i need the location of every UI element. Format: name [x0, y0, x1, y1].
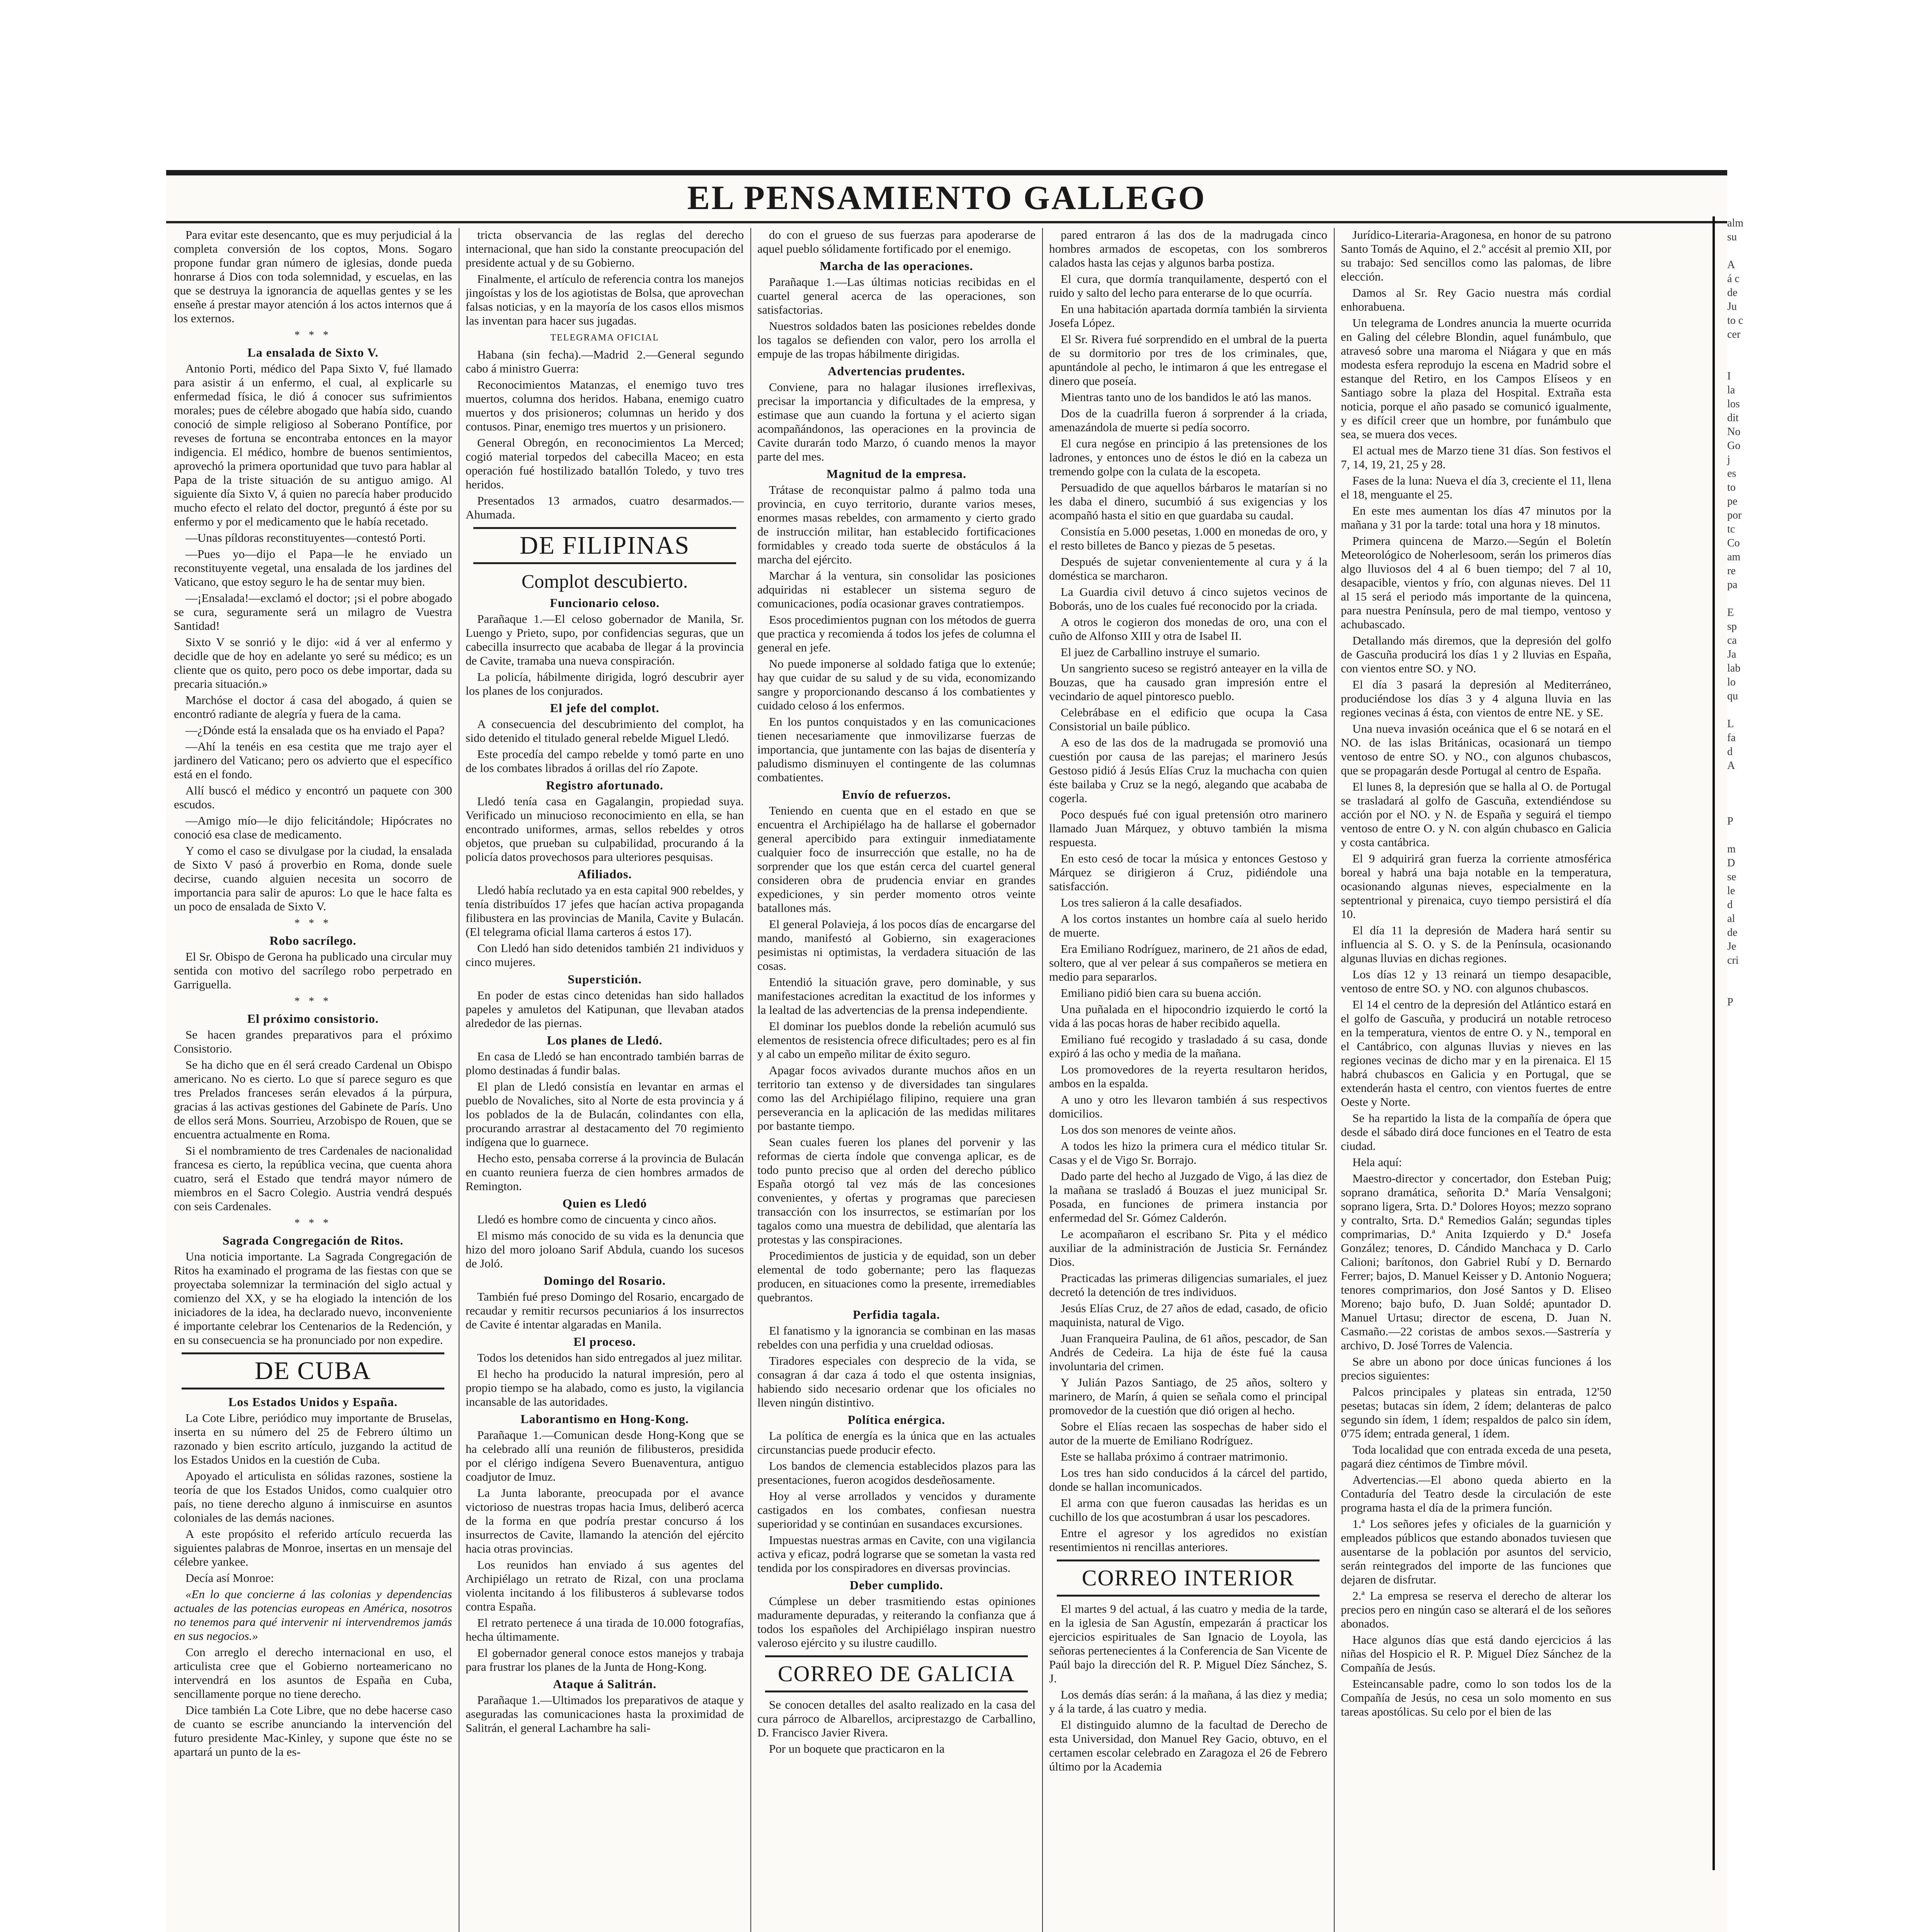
paragraph: En poder de estas cinco detenidas han sido hallados papeles y amuletos del Katipunan, que llevaban atados alrededor de las piernas. [466, 988, 744, 1030]
paragraph: Apoyado el articulista en sólidas razones, sostiene la teoría de que los Estados Unidos, como cualquier otro país, no tiene derecho alguno á inmiscuirse en asuntos coloniales de las demás naciones. [174, 1469, 452, 1524]
paragraph: El Sr. Rivera fué sorprendido en el umbral de la puerta de su dormitorio por tres de los criminales, que, apuntándole al pecho, le intimaron á que les entregase el dinero que poseía. [1049, 332, 1327, 388]
paragraph: —Unas píldoras reconstituyentes—contestó Porti. [185, 531, 426, 544]
column-rule [750, 228, 751, 1932]
article-heading: Los planes de Lledó. [547, 1033, 663, 1047]
article-heading: Superstición. [568, 972, 642, 986]
paragraph: Hoy al verse arrollados y vencidos y duramente castigados en los combates, confiesan nuestra superioridad y se continúan en susandaces excursiones. [757, 1489, 1036, 1531]
paragraph: Sean cuales fueren los planes del porvenir y las reformas de cierta índole que convenga aplicar, es de todo punto preciso que al orden del derecho público España otorgó tal vez más de las concesiones convenientes, y ofertas y programas que pareciesen transacción con los insurrectos, se estimarían por los tagalos como una muestra de debilidad, que alentaría las protestas y las conspiraciones. [757, 1135, 1036, 1246]
article-heading: Los Estados Unidos y España. [228, 1395, 398, 1409]
separator: * * * [294, 329, 332, 341]
paragraph: tricta observancia de las reglas del derecho internacional, que han sido la constante preocupación del presidente actual y de su Gobierno. [466, 228, 744, 269]
paragraph: Fases de la luna: Nueva el día 3, creciente el 11, llena el 18, menguante el 25. [1341, 474, 1611, 501]
paragraph: Primera quincena de Marzo.—Según el Boletín Meteorológico de Noherlesoom, serán los primeros días algo lluviosos del 4 al 6 buen tiempo; del 7 al 10, desapacible, vientos y frío, con algunas nieves. Del 11 al 15 será el periodo más importante de la quincena, para nuestra Península, pero de mal tiempo, ventoso y achubascado. [1341, 534, 1611, 631]
paragraph: En una habitación apartada dormía también la sirvienta Josefa López. [1049, 302, 1327, 330]
paragraph: Procedimientos de justicia y de equidad, son un deber elemental de todo gobernante; pero las flaquezas producen, en situaciones como la presente, irremediables quebrantos. [757, 1249, 1036, 1304]
masthead: EL PENSAMIENTO GALLEGO [687, 179, 1206, 217]
paragraph: Jesús Elías Cruz, de 27 años de edad, casado, de oficio maquinista, natural de Vigo. [1049, 1301, 1327, 1329]
section-title: CORREO INTERIOR [1057, 1560, 1320, 1597]
paragraph: Allí buscó el médico y encontró un paquete con 300 escudos. [174, 784, 452, 811]
paragraph: Dado parte del hecho al Juzgado de Vigo, á las diez de la mañana se trasladó á Bouzas el juez municipal Sr. Posada, en funciones de primera instancia por enfermedad del Sr. Gómez Calderón. [1049, 1169, 1327, 1225]
paragraph: El Sr. Obispo de Gerona ha publicado una circular muy sentida con motivo del sacrílego robo perpetrado en Garriguella. [174, 950, 452, 991]
paragraph: El 14 el centro de la depresión del Atlántico estará en el golfo de Gascuña, y producirá un notable retroceso en la temperatura, vientos de entre O. y N., temporal en el Cantábrico, con algunas lluvias y nieves en las regiones vecinas de dicho mar y en la pirenaica. El 15 habrá chubascos en Galicia y en Portugal, que se extenderán hasta el centro, con vientos fuertes de entre Oeste y Norte. [1341, 998, 1611, 1109]
paragraph: Juan Franqueira Paulina, de 61 años, pescador, de San Andrés de Cedeira. La hija de éste fué la causa involuntaria del crimen. [1049, 1332, 1327, 1373]
paragraph: 1.ª Los señores jefes y oficiales de la guarnición y empleados públicos que estando abonados tuviesen que ausentarse de la población por asuntos del servicio, serán reintegrados del importe de las funciones que dejaren de disfrutar. [1341, 1517, 1611, 1586]
paragraph: Lledó es hombre como de cincuenta y cinco años. [477, 1213, 716, 1226]
newspaper-page [166, 170, 1727, 1932]
paragraph: En casa de Lledó se han encontrado también barras de plomo destinadas á fundir balas. [466, 1049, 744, 1077]
paragraph: Un telegrama de Londres anuncia la muerte ocurrida en Galing del célebre Blondin, aquel funámbulo, que atravesó sobre una maroma el Niágara y que en más modesta esfera reprodujo la escena en Madrid sobre el estanque del Retiro, en los Campos Elíseos y en Santiago sobre la plaza del Hospital. Extraña esta noticia, porque el año pasado se comunicó igualmente, y es difícil creer que un hombre, por funámbulo que sea, se muera dos veces. [1341, 316, 1611, 441]
paragraph: Este procedía del campo rebelde y tomó parte en uno de los combates librados á orillas del río Zapote. [466, 747, 744, 775]
paragraph: Con arreglo el derecho internacional en uso, el articulista cree que el Gobierno norteamericano no intervendrá en los asuntos de España en Cuba, sencillamente porque no tiene derecho. [174, 1645, 452, 1701]
paragraph: El plan de Lledó consistía en levantar en armas el pueblo de Novaliches, sito al Norte de esta provincia y á los poblados de la de Bulacán, colindantes con ella, procurando arrastrar al destacamento del 70 regimiento indígena que lo guarnece. [466, 1080, 744, 1149]
section-title: DE FILIPINAS [473, 527, 736, 564]
paragraph: Apagar focos avivados durante muchos años en un territorio tan extenso y de diversidades tan singulares como las del Archipiélago filipino, requiere una gran perseverancia en la aplicación de las medidas militares por bastante tiempo. [757, 1063, 1036, 1133]
paragraph: El cura, que dormía tranquilamente, despertó con el ruido y salto del lecho para enterarse de lo que ocurría. [1049, 272, 1327, 299]
paragraph: Una nueva invasión oceánica que el 6 se notará en el NO. de las islas Británicas, ocasionará un tiempo ventoso de entre SO. y NO., con algunos chubascos, que se propagarán desde Portugal al centro de España. [1341, 722, 1611, 777]
paragraph: A uno y otro les llevaron también á sus respectivos domicilios. [1049, 1093, 1327, 1120]
article-heading: Ataque á Salitrán. [553, 1677, 656, 1691]
paragraph: Trátase de reconquistar palmo á palmo toda una provincia, en cuyo territorio, durante varios meses, enormes masas rebeldes, con armamento y cierto grado de instrucción militar, han establecido fortificaciones formidables y creado toda suerte de obstáculos á la marcha del ejército. [757, 483, 1036, 566]
paragraph: Reconocimientos Matanzas, el enemigo tuvo tres muertos, columna dos heridos. Habana, enemigo cuatro muertos y dos prisioneros; columnas un herido y dos contusos. Pinar, enemigo tres muertos y un prisionero. [466, 378, 744, 433]
paragraph: Le acompañaron el escribano Sr. Pita y el médico auxiliar de la administración de Justicia Sr. Fernández Dios. [1049, 1227, 1327, 1269]
paragraph: La policía, hábilmente dirigida, logró descubrir ayer los planes de los conjurados. [466, 670, 744, 697]
paragraph: Una puñalada en el hipocondrio izquierdo le cortó la vida á las pocas horas de haber recibido aquella. [1049, 1002, 1327, 1030]
paragraph: A eso de las dos de la madrugada se promovió una cuestión por causa de las parejas; el marinero Jesús Gestoso pidió á Jesús Elías Cruz la muchacha con quien éste bailaba y Cruz se la negó, alegando que acababa de cogerla. [1049, 736, 1327, 805]
paragraph: Los bandos de clemencia establecidos plazos para las presentaciones, fueron acogidos desdeñosamente. [757, 1459, 1036, 1486]
paragraph: 2.ª La empresa se reserva el derecho de alterar los precios pero en ningún caso se alterará el de los señores abonados. [1341, 1589, 1611, 1630]
paragraph: Conviene, para no halagar ilusiones irreflexivas, precisar la importancia y dificultades de la empresa, y estimase que aun cuando la fortuna y el acierto sigan acompañándonos, las operaciones en la provincia de Cavite durarán todo Marzo, ó cuando menos la mayor parte del mes. [757, 380, 1036, 463]
paragraph: Detallando más diremos, que la depresión del golfo de Gascuña producirá los días 1 y 2 lluvias en España, con vientos entre SO. y NO. [1341, 634, 1611, 675]
paragraph: do con el grueso de sus fuerzas para apoderarse de aquel pueblo sólidamente fortificado por el enemigo. [757, 228, 1036, 255]
paragraph: Los dos son menores de veinte años. [1061, 1123, 1236, 1136]
paragraph: El general Polavieja, á los pocos días de encargarse del mando, manifestó al Gobierno, sin exageraciones pesimistas ni optimistas, la verdadera situación de las cosas. [757, 917, 1036, 973]
paragraph: Impuestas nuestras armas en Cavite, con una vigilancia activa y eficaz, podrá lograrse que se sometan la vasta red tendida por los conspiradores en diversas provincias. [757, 1533, 1036, 1575]
paragraph: Los días 12 y 13 reinará un tiempo desapacible, ventoso de entre SO. y NO. con algunos chubascos. [1341, 968, 1611, 995]
article-heading: Laborantismo en Hong-Kong. [520, 1412, 689, 1426]
paragraph: A todos les hizo la primera cura el médico titular Sr. Casas y el de Vigo Sr. Borrajo. [1049, 1139, 1327, 1167]
quotation: «En lo que concierne á las colonias y dependencias actuales de las potencias europeas en América, nosotros no tenemos para qué intervenir ni intervendremos jamás en sus negocios.» [174, 1587, 452, 1643]
paragraph: Poco después fué con igual pretensión otro marinero llamado Juan Márquez, y obtuvo también la misma respuesta. [1049, 808, 1327, 849]
paragraph: La Junta laborante, preocupada por el avance victorioso de nuestras tropas hacia Imus, deliberó acerca de la forma en que podría prestar concurso á los insurrectos de Cavite, llamando la atención del ejército hacia otras provincias. [466, 1486, 744, 1555]
paragraph: También fué preso Domingo del Rosario, encargado de recaudar y remitir recursos pecuniarios á los insurrectos de Cavite é intentar algaradas en Manila. [466, 1290, 744, 1331]
paragraph: El mismo más conocido de su vida es la denuncia que hizo del moro joloano Sarif Abdula, cuando los sucesos de Joló. [466, 1229, 744, 1270]
paragraph: Sobre el Elías recaen las sospechas de haber sido el autor de la muerte de Emiliano Rodríguez. [1049, 1420, 1327, 1447]
paragraph: Advertencias.—El abono queda abierto en la Contaduría del Teatro desde la circulación de este programa hasta el día de la primera función. [1341, 1473, 1611, 1514]
article-heading: El próximo consistorio. [247, 1012, 379, 1026]
paragraph: Entendió la situación grave, pero dominable, y sus manifestaciones acreditan la exactitud de los informes y la lealtad de las advertencias de la prensa independiente. [757, 975, 1036, 1017]
article-heading: Magnitud de la empresa. [827, 467, 966, 481]
paragraph: A los cortos instantes un hombre caía al suelo herido de muerte. [1049, 912, 1327, 939]
paragraph: A consecuencia del descubrimiento del complot, ha sido detenido el titulado general rebelde Miguel Lledó. [466, 717, 744, 745]
paragraph: Practicadas las primeras diligencias sumariales, el juez decretó la detención de tres individuos. [1049, 1271, 1327, 1299]
paragraph: Con Lledó han sido detenidos también 21 individuos y cinco mujeres. [466, 941, 744, 969]
paragraph: Palcos principales y plateas sin entrada, 12'50 pesetas; butacas sin ídem, 2 ídem; delanteras de palco segundo sin ídem, 1 ídem; respaldos de palco sin ídem, 0'75 ídem; entrada general, 1 ídem. [1341, 1385, 1611, 1440]
paragraph: La Guardia civil detuvo á cinco sujetos vecinos de Boborás, uno de los cuales fué reconocido por la criada. [1049, 585, 1327, 612]
paragraph: El día 11 la depresión de Madera hará sentir su influencia al S. O. y S. de la Península, ocasionando algunas lluvias en dichas regiones. [1341, 923, 1611, 965]
paragraph: Dice también La Cote Libre, que no debe hacerse caso de cuanto se escribe anunciando la intervención del futuro presidente Mac-Kinley, y supone que éste no se apartará un punto de la es- [174, 1703, 452, 1759]
paragraph: Emiliano pidió bien cara su buena acción. [1061, 986, 1262, 1000]
paragraph: —Pues yo—dijo el Papa—le he enviado un reconstituyente vegetal, una ensalada de los jardines del Vaticano, que estoy seguro le ha de sentar muy bien. [174, 547, 452, 588]
article-heading: El proceso. [573, 1335, 636, 1349]
paragraph: Toda localidad que con entrada exceda de una peseta, pagará diez céntimos de Timbre móvil. [1341, 1443, 1611, 1470]
masthead-rule [166, 221, 1727, 223]
paragraph: El retrato pertenece á una tirada de 10.000 fotografías, hecha últimamente. [466, 1616, 744, 1643]
paragraph: Los reunidos han enviado á sus agentes del Archipiélago un retrato de Rizal, con una proclama violenta incitando á los filibusteros á sublevarse todos contra España. [466, 1558, 744, 1613]
paragraph: En esto cesó de tocar la música y entonces Gestoso y Márquez se dirigieron á Cruz, pidiéndole una satisfacción. [1049, 852, 1327, 893]
column-1 [174, 228, 452, 1932]
paragraph: Todos los detenidos han sido entregados al juez militar. [477, 1351, 742, 1364]
paragraph: Hecho esto, pensaba correrse á la provincia de Bulacán en cuanto reuniera fuerza de cien hombres armados de Remington. [466, 1151, 744, 1193]
paragraph: El lunes 8, la depresión que se halla al O. de Portugal se trasladará al golfo de Gascuña, extendiéndose su acción por el NO. y N. de España y seguirá el tiempo ventoso de entre O. y N. con algún chubasco en Galicia y costa cantábrica. [1341, 780, 1611, 849]
paragraph: Presentados 13 armados, cuatro desarmados.—Ahumada. [466, 494, 744, 521]
paragraph: El gobernador general conoce estos manejos y trabaja para frustrar los planes de la Junta de Hong-Kong. [466, 1646, 744, 1673]
article-heading: Sagrada Congregación de Ritos. [222, 1233, 404, 1247]
article-heading: Robo sacrílego. [269, 934, 357, 947]
paragraph: Parañaque 1.—El celoso gobernador de Manila, Sr. Luengo y Prieto, supo, por confidencias seguras, que un cabecilla insurrecto que acababa de llegar á la provincia de Cavite, tramaba una nueva conspiración. [466, 612, 744, 667]
article-heading: Funcionario celoso. [550, 596, 660, 610]
paragraph: El distinguido alumno de la facultad de Derecho de esta Universidad, don Manuel Rey Gacio, obtuvo, en el certamen escolar celebrado en Zaragoza el 26 de Febrero último por la Academia [1049, 1718, 1327, 1773]
article-heading: Deber cumplido. [850, 1578, 943, 1592]
paragraph: Se ha repartido la lista de la compañía de ópera que desde el sábado dirá doce funciones en el Teatro de esta ciudad. [1341, 1111, 1611, 1153]
paragraph: A otros le cogieron dos monedas de oro, una con el cuño de Alfonso XIII y otra de Isabel II. [1049, 615, 1327, 643]
paragraph: —¡Ensalada!—exclamó el doctor; ¡si el pobre abogado se cura, seguramente será un milagro de Vuestra Santidad! [174, 591, 452, 633]
paragraph: pared entraron á las dos de la madrugada cinco hombres armados de escopetas, con los sombreros calados hasta las cejas y algunos barba postiza. [1049, 228, 1327, 269]
section-title: CORREO DE GALICIA [765, 1655, 1028, 1692]
paragraph: Jurídico-Literaria-Aragonesa, en honor de su patrono Santo Tomás de Aquino, el 2.º accésit al premio XII, por su trabajo: Sed sencillos como las palomas, de libre elección. [1341, 228, 1611, 283]
paragraph: Una noticia importante. La Sagrada Congregación de Ritos ha examinado el programa de las fiestas con que se proyectaba solemnizar la terminación del siglo actual y comienzo del XX, y se ha elogiado la intención de los iniciadores de la idea, ha declarado nuevo, inconveniente é importante celebrar los Centenarios de la Redención, y en su consecuencia se ha pronunciado por non expedire. [174, 1250, 452, 1347]
paragraph: Marchar á la ventura, sin consolidar las posiciones adquiridas ni establecer un sistema seguro de comunicaciones, podía ocasionar graves contratiempos. [757, 569, 1036, 610]
section-subtitle: Complot descubierto. [521, 570, 688, 592]
paragraph: En este mes aumentan los días 47 minutos por la mañana y 31 por la tarde: total una hora y 18 minutos. [1341, 504, 1611, 531]
paragraph: —¿Dónde está la ensalada que os ha enviado el Papa? [185, 723, 445, 737]
paragraph: Nuestros soldados baten las posiciones rebeldes donde los tagalos se defienden con valor, pero los arrolla el empuje de las tropas hábilmente dirigidas. [757, 319, 1036, 361]
paragraph: Los demás días serán: á la mañana, á las diez y media; y á la tarde, á las cuatro y media. [1049, 1688, 1327, 1715]
paragraph: El juez de Carballino instruye el sumario. [1061, 645, 1260, 659]
paragraph: Persuadido de que aquellos bárbaros le matarían si no les daba el dinero, sucumbió á sus exigencias y los acompañó hasta el sitio en que guardaba su caudal. [1049, 481, 1327, 522]
paragraph: La Cote Libre, periódico muy importante de Bruselas, inserta en su número del 25 de Febrero último un razonado y bien escrito artículo, juzgando la actitud de los Estados Unidos en la cuestión de Cuba. [174, 1411, 452, 1466]
paragraph: Entre el agresor y los agredidos no existían resentimientos ni rencillas anteriores. [1049, 1526, 1327, 1554]
paragraph: Lledó tenía casa en Gagalangin, propiedad suya. Verificado un minucioso reconocimiento en ella, se han encontrado uniformes, armas, sellos rebeldes y otros objetos, que prueban su culpabilidad, procurando á la policía datos provechosos para ulteriores pesquisas. [466, 794, 744, 864]
column-5 [1341, 228, 1611, 1932]
paragraph: Cúmplese un deber trasmitiendo estas opiniones maduramente depuradas, y reiterando la confianza que á todos los españoles del Archipiélago inspiran nuestro valeroso ejército y su ilustre caudillo. [757, 1594, 1036, 1650]
column-4 [1049, 228, 1327, 1932]
paragraph: Y Julián Pazos Santiago, de 25 años, soltero y marinero, de Marín, á quien se señala como el principal promovedor de la cuestión que dió origen al hecho. [1049, 1376, 1327, 1417]
paragraph: Se abre un abono por doce únicas funciones á los precios siguientes: [1341, 1355, 1611, 1382]
paragraph: Los tres salieron á la calle desafiados. [1061, 896, 1242, 909]
paragraph: Para evitar este desencanto, que es muy perjudicial á la completa conversión de los coptos, Mons. Sogaro propone fundar gran número de iglesias, donde pueda honrarse á Dios con toda solemnidad, y escuelas, en las que se destruya la ignorancia de aquellas gentes y se les enseñe á prestar mayor atención á los actos internos que á los externos. [174, 228, 452, 325]
paragraph: Damos al Sr. Rey Gacio nuestra más cordial enhorabuena. [1341, 286, 1611, 313]
article-heading: La ensalada de Sixto V. [247, 345, 379, 359]
paragraph: —Amigo mío—le dijo felicitándole; Hipócrates no conoció esa clase de medicamento. [174, 814, 452, 841]
paragraph: Esteincansable padre, como lo son todos los de la Compañía de Jesús, no cesa un solo momento en sus tareas apostólicas. Su celo por el bien de las [1341, 1677, 1611, 1718]
paragraph: Si el nombramiento de tres Cardenales de nacionalidad francesa es cierto, la república vecina, que cuenta ahora cuatro, será el Estado que tendrá mayor número de miembros en el Sacro Colegio. Austria vendrá después con seis Cardenales. [174, 1144, 452, 1213]
article-heading: Advertencias prudentes. [828, 364, 965, 378]
paragraph: Maestro-director y concertador, don Esteban Puig; soprano dramática, señorita D.ª María Vensalgoni; soprano ligera, Srta. D.ª Dolores Hoyos; mezzo soprano y contralto, Srta. D.ª Remedios Galán; segundas tiples comprimarias, D.ª Anita Izquierdo y D.ª Josefa González; tenores, D. Cándido Manchaca y D. Carlo Calioni; barítonos, don Gabriel Rubí y D. Bernardo Ferrer; bajos, D. Manuel Keisser y D. Antonio Noguera; tenores comprimarios, don José Santos y D. Eliseo Moreno; bajo bufo, D. Juan Soldé; apuntador D. Manuel Urtasu; director de escena, D. Juan N. Casmaño.—22 coristas de ambos sexos.—Sastrería y archivo, D. José Torres de Valencia. [1341, 1172, 1611, 1352]
paragraph: Este se hallaba próximo á contraer matrimonio. [1061, 1450, 1288, 1463]
column-3 [757, 228, 1036, 1932]
paragraph: Consistía en 5.000 pesetas, 1.000 en monedas de oro, y el resto billetes de Banco y piezas de 5 pesetas. [1049, 525, 1327, 552]
section-title: DE CUBA [182, 1352, 444, 1389]
paragraph: Antonio Porti, médico del Papa Sixto V, fué llamado para asistir á un enfermo, el cual, al explicarle su enfermedad física, le dió á conocer sus sufrimientos morales; pues de célebre abogado que había sido, cuando conoció de simple religioso al Soberano Pontífice, por reveses de fortuna se encontraba entonces en la mayor indigencia. El médico, hombre de buenos sentimientos, aprovechó la primera oportunidad que tuvo para hablar al Papa de la triste situación de su antiguo amigo. Al siguiente día Sixto V, á quien no parecía haber producido mucho efecto el relato del doctor, preguntó á éste por su enfermo y por el medicamento que le había recetado. [174, 362, 452, 528]
article-heading: Registro afortunado. [546, 778, 663, 792]
paragraph: Por un boquete que practicaron en la [769, 1742, 945, 1755]
article-heading: Perfidia tagala. [853, 1308, 940, 1321]
paragraph: Después de sujetar convenientemente al cura y á la doméstica se marcharon. [1049, 555, 1327, 582]
paragraph: Se ha dicho que en él será creado Cardenal un Obispo americano. No es cierto. Lo que sí parece seguro es que tres Prelados franceses serán elevados á la púrpura, gracias á las activas gestiones del Gabinete de París. Uno de ellos será Mons. Sourrieu, Arzobispo de Rouen, que se encuentra actualmente en Roma. [174, 1058, 452, 1141]
top-rule [166, 170, 1727, 175]
paragraph: El día 3 pasará la depresión al Mediterráneo, produciéndose los días 3 y 4 alguna lluvia en las regiones vecinas á ésta, con vientos de entre NE. y SE. [1341, 678, 1611, 719]
paragraph: Los promovedores de la reyerta resultaron heridos, ambos en la espalda. [1049, 1063, 1327, 1090]
paragraph: Un sangriento suceso se registró anteayer en la villa de Bouzas, que ha causado gran impresión entre el vecindario de aquel pintoresco pueblo. [1049, 662, 1327, 703]
paragraph: Esos procedimientos pugnan con los métodos de guerra que practica y recomienda á todos los jefes de columna el general en jefe. [757, 613, 1036, 654]
column-rule [1334, 228, 1335, 1932]
article-heading: Marcha de las operaciones. [820, 259, 973, 273]
article-heading: Afiliados. [577, 867, 632, 881]
article-heading: Domingo del Rosario. [544, 1274, 666, 1287]
paragraph: Habana (sin fecha).—Madrid 2.—General segundo cabo á ministro Guerra: [466, 348, 744, 375]
paragraph: Era Emiliano Rodríguez, marinero, de 21 años de edad, soltero, que al ver pelear á sus compañeros se metiera en medio para separarlos. [1049, 942, 1327, 983]
paragraph: El martes 9 del actual, á las cuatro y media de la tarde, en la iglesia de San Agustín, empezarán á practicar los ejercicios espirituales de San Ignacio de Loyola, las señoras pertenecientes á la Conferencia de San Vicente de Paúl bajo la dirección del R. P. Miguel Díez Sánchez, S. J. [1049, 1602, 1327, 1685]
paragraph: —Ahí la tenéis en esa cestita que me trajo ayer el jardinero del Vaticano; pero os advierto que el específico está en el fondo. [174, 740, 452, 781]
paragraph: General Obregón, en reconocimientos La Merced; cogió material torpedos del cabecilla Maceo; en esta operación fué hostilizado batallón Toledo, y tuvo tres heridos. [466, 436, 744, 491]
paragraph: Los tres han sido conducidos á la cárcel del partido, donde se hallan incomunicados. [1049, 1466, 1327, 1493]
paragraph: El arma con que fueron causadas las heridas es un cuchillo de los que acostumbran á usar los pescadores. [1049, 1496, 1327, 1524]
article-heading: Quien es Lledó [562, 1196, 647, 1210]
paragraph: El actual mes de Marzo tiene 31 días. Son festivos el 7, 14, 19, 21, 25 y 28. [1341, 444, 1611, 471]
binding-rule [1713, 216, 1715, 1870]
paragraph: El fanatismo y la ignorancia se combinan en las masas rebeldes con una perfidia y una crueldad odiosas. [757, 1324, 1036, 1351]
telegram-label: TELEGRAMA OFICIAL [550, 333, 659, 343]
paragraph: Parañaque 1.—Comunican desde Hong-Kong que se ha celebrado allí una reunión de filibusteros, presidida por el clérigo indígena Severo Buenaventura, antiguo coadjutor de Imuz. [466, 1428, 744, 1483]
separator: * * * [294, 995, 332, 1007]
paragraph: Hace algunos días que está dando ejercicios á las niñas del Hospicio el R. P. Miguel Díez Sánchez de la Compañía de Jesús. [1341, 1633, 1611, 1674]
paragraph: Decía así Monroe: [185, 1571, 274, 1585]
paragraph: Parañaque 1.—Ultimados los preparativos de ataque y aseguradas las comunicaciones hasta la proximidad de Salitrán, el general Lachambre ha sali- [466, 1693, 744, 1735]
paragraph: Se conocen detalles del asalto realizado en la casa del cura párroco de Albarellos, arciprestazgo de Carballino, D. Francisco Javier Rivera. [757, 1698, 1036, 1739]
paragraph: Y como el caso se divulgase por la ciudad, la ensalada de Sixto V pasó á proverbio en Roma, donde suele decirse, cuando alguien necesita un socorro de importancia para salir de apuros: Lo que le hace falta es un poco de ensalada de Sixto V. [174, 844, 452, 913]
paragraph: Lledó había reclutado ya en esta capital 900 rebeldes, y tenía distribuídos 17 jefes que hacían activa propaganda filibustera en las provincias de Manila, Cavite y Bulacán. (El telegrama oficial llama carteros á estos 17). [466, 883, 744, 939]
paragraph: No puede imponerse al soldado fatiga que lo extenúe; hay que cuidar de su salud y de su vida, economizando sangre y proporcionando descanso á los combatientes y cuidado celoso á los enfermos. [757, 657, 1036, 712]
paragraph: El dominar los pueblos donde la rebelión acumuló sus elementos de resistencia ofrece dificultades; pero es al fin y al cabo un empeño militar de éxito seguro. [757, 1019, 1036, 1061]
paragraph: Hela aquí: [1352, 1155, 1402, 1169]
column-rule [1042, 228, 1043, 1932]
separator: * * * [294, 917, 332, 929]
paragraph: Sixto V se sonrió y le dijo: «id á ver al enfermo y decidle que de hoy en adelante yo seré su médico; es un cliente que os quito, pero poco os debe importar, dada su precaria situación.» [174, 635, 452, 690]
paragraph: Tiradores especiales con desprecio de la vida, se consagran á dar caza á todo el que ostenta insignias, habiendo sido necesario ordenar que los oficiales no lleven ningún distintivo. [757, 1354, 1036, 1409]
article-heading: Política enérgica. [847, 1413, 946, 1427]
separator: * * * [294, 1217, 332, 1229]
paragraph: Dos de la cuadrilla fueron á sorprender á la criada, amenazándola de muerte si pedía socorro. [1049, 406, 1327, 434]
paragraph: Se hacen grandes preparativos para el próximo Consistorio. [174, 1028, 452, 1055]
paragraph: Celebrábase en el edificio que ocupa la Casa Consistorial un baile público. [1049, 706, 1327, 733]
article-heading: El jefe del complot. [550, 701, 660, 715]
paragraph: Teniendo en cuenta que en el estado en que se encuentra el Archipiélago ha de hallarse el gobernador general apercibido para extinguir inmediatamente cualquier foco de insurrección que estalle, no ha de sorprender que los que están cerca del cuartel general consideren obra de prudencia enviar en grandes expediciones, y sin perder momento otros veinte batallones más. [757, 804, 1036, 915]
paragraph: Parañaque 1.—Las últimas noticias recibidas en el cuartel general acerca de las operaciones, son satisfactorias. [757, 275, 1036, 316]
paragraph: La política de energía es la única que en las actuales circunstancias puede producir efecto. [757, 1429, 1036, 1456]
paragraph: El hecho ha producido la natural impresión, pero al propio tiempo se ha alabado, como es justo, la vigilancia incansable de las autoridades. [466, 1367, 744, 1408]
paragraph: Mientras tanto uno de los bandidos le ató las manos. [1061, 390, 1312, 404]
paragraph: A este propósito el referido artículo recuerda las siguientes palabras de Monroe, insertas en un mensaje del célebre yankee. [174, 1527, 452, 1568]
paragraph: En los puntos conquistados y en las comunicaciones tienen necesariamente que inmovilizarse fuerzas de importancia, que juntamente con las bajas de disentería y paludismo disminuyen el contingente de las columnas combatientes. [757, 715, 1036, 784]
column-2 [466, 228, 744, 1932]
article-heading: Envío de refuerzos. [842, 787, 951, 801]
paragraph: El 9 adquirirá gran fuerza la corriente atmosférica boreal y habrá una baja notable en la temperatura, ocasionando algunas nieves, especialmente en la septentrional y pirenaica, cuyo tiempo persistirá el día 10. [1341, 852, 1611, 921]
paragraph: Finalmente, el artículo de referencia contra los manejos jingoístas y los de los agiotistas de Bolsa, que aprovechan falsas noticias, y en la mayoría de los casos ellos mismos las inventan para hacer sus jugadas. [466, 272, 744, 327]
paragraph: Emiliano fué recogido y trasladado á su casa, donde expiró á las ocho y media de la mañana. [1049, 1032, 1327, 1060]
paragraph: Marchóse el doctor á casa del abogado, á quien se encontró radiante de alegría y fuera de la cama. [174, 693, 452, 721]
paragraph: El cura negóse en principio á las pretensiones de los ladrones, y entonces uno de éstos le dió en la cabeza un tremendo golpe con la culata de la escopeta. [1049, 437, 1327, 478]
adjacent-page-fragment: alm su A á c de Ju to c cer I la los dit No Go j es to pe por tc Co am re pa E sp ca Ja lab lo qu L fa d A P m D se le d al de Je cri P [1727, 217, 1743, 1008]
